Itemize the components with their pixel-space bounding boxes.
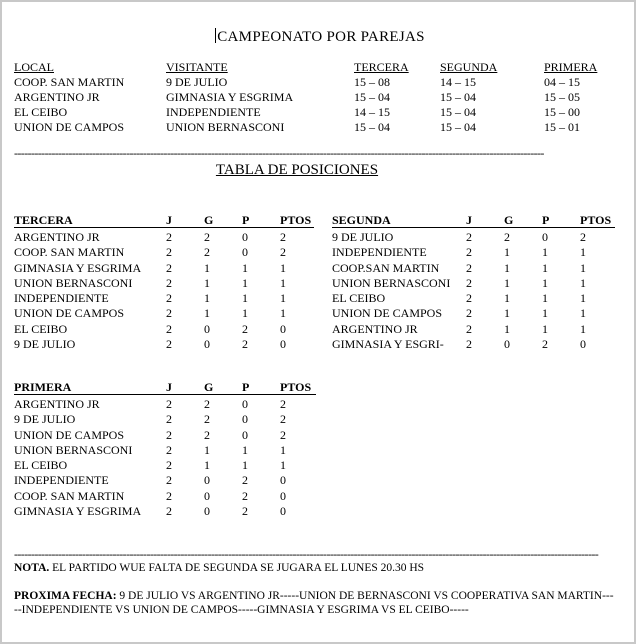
played: 2 <box>166 473 172 488</box>
team-name: 9 DE JULIO <box>14 337 76 352</box>
points: 2 <box>580 230 586 244</box>
won: 1 <box>204 442 210 457</box>
col-pts: PTOS <box>580 213 612 227</box>
table-row <box>14 261 314 276</box>
col-pts: PTOS <box>280 213 312 227</box>
played: 2 <box>466 291 472 306</box>
points: 1 <box>580 245 586 260</box>
table-row <box>14 230 314 245</box>
lost: 1 <box>542 291 548 306</box>
lost: 1 <box>542 260 548 275</box>
team-name: COOP. SAN MARTIN <box>14 488 125 503</box>
header-primera: PRIMERA <box>544 60 598 74</box>
table-row <box>332 276 615 291</box>
table-row <box>14 245 314 260</box>
team-name: COOP. SAN MARTIN <box>14 245 125 260</box>
played: 2 <box>466 306 472 321</box>
title-text: CAMPEONATO POR PAREJAS <box>217 29 425 45</box>
match-visitante: 9 DE JULIO <box>166 75 228 89</box>
points: 0 <box>280 337 286 352</box>
table-row <box>332 306 615 321</box>
team-name: INDEPENDIENTE <box>332 245 427 260</box>
points: 2 <box>280 230 286 244</box>
won: 1 <box>204 291 210 306</box>
table-row <box>14 322 314 337</box>
match-tercera: 14 – 15 <box>354 105 390 119</box>
team-name: COOP.SAN MARTIN <box>332 260 440 275</box>
match-tercera: 15 – 04 <box>354 120 390 134</box>
played: 2 <box>166 321 172 336</box>
points: 0 <box>280 321 286 336</box>
table-row <box>14 412 316 427</box>
team-name: GIMNASIA Y ESGRIMA <box>14 260 142 275</box>
won: 1 <box>204 275 210 290</box>
col-g: G <box>504 213 514 227</box>
standings-primera <box>14 380 316 519</box>
points: 1 <box>280 458 286 473</box>
lost: 2 <box>242 473 248 488</box>
won: 1 <box>504 291 510 306</box>
dashed-separator: ------------------------------------------------------------------------------------------------------------------------------------------------------------ <box>14 147 544 159</box>
table-row <box>332 322 615 337</box>
won: 1 <box>504 275 510 290</box>
match-segunda: 15 – 04 <box>440 90 476 104</box>
division-label: SEGUNDA <box>332 213 391 227</box>
standings-header-row <box>332 213 615 228</box>
played: 2 <box>166 291 172 306</box>
played: 2 <box>466 337 472 352</box>
played: 2 <box>166 412 172 427</box>
won: 1 <box>204 306 210 321</box>
match-local: COOP. SAN MARTIN <box>14 75 125 89</box>
match-tercera: 15 – 04 <box>354 90 390 104</box>
won: 0 <box>204 488 210 503</box>
points: 1 <box>280 291 286 306</box>
played: 2 <box>466 321 472 336</box>
points: 1 <box>280 260 286 275</box>
played: 2 <box>466 275 472 290</box>
dashed-separator-bottom: ---------------------------------------------------------------------------------------------------------------------------------------------------------------------------- <box>14 548 599 560</box>
match-primera: 04 – 15 <box>544 75 580 89</box>
match-local: EL CEIBO <box>14 105 68 119</box>
points: 1 <box>580 321 586 336</box>
won: 1 <box>204 260 210 275</box>
team-name: INDEPENDIENTE <box>14 473 109 488</box>
match-primera: 15 – 05 <box>544 90 580 104</box>
team-name: EL CEIBO <box>14 321 68 336</box>
match-tercera: 15 – 08 <box>354 75 390 89</box>
won: 2 <box>504 230 510 244</box>
match-segunda: 15 – 04 <box>440 105 476 119</box>
team-name: UNION DE CAMPOS <box>332 306 443 321</box>
lost: 2 <box>242 488 248 503</box>
division-label: TERCERA <box>14 213 73 227</box>
played: 2 <box>166 306 172 321</box>
standings-title: TABLA DE POSICIONES <box>215 162 379 178</box>
table-row <box>14 458 316 473</box>
lost: 0 <box>242 412 248 427</box>
col-pts: PTOS <box>280 380 312 394</box>
team-name: UNION BERNASCONI <box>14 275 133 290</box>
won: 2 <box>204 427 210 442</box>
lost: 1 <box>542 245 548 260</box>
match-visitante: GIMNASIA Y ESGRIMA <box>166 90 294 104</box>
points: 1 <box>280 442 286 457</box>
played: 2 <box>166 458 172 473</box>
table-row <box>14 397 316 412</box>
points: 0 <box>580 337 586 352</box>
played: 2 <box>166 504 172 519</box>
table-row <box>14 473 316 488</box>
standings-tercera <box>14 213 314 352</box>
won: 1 <box>504 321 510 336</box>
won: 1 <box>504 306 510 321</box>
table-row <box>14 276 314 291</box>
points: 1 <box>580 275 586 290</box>
team-name: 9 DE JULIO <box>14 412 76 427</box>
lost: 2 <box>542 337 548 352</box>
lost: 1 <box>542 306 548 321</box>
lost: 2 <box>242 337 248 352</box>
lost: 1 <box>242 275 248 290</box>
points: 0 <box>280 473 286 488</box>
next-text: 9 DE JULIO VS ARGENTINO JR-----UNION DE BERNASCONI VS COOPERATIVA SAN MARTIN-----INDEPENDIENTE VS UNION DE CAMPOS-----GIMNASIA Y ESGRIMA VS EL CEIBO----- <box>14 590 614 616</box>
table-row <box>14 306 314 321</box>
header-local: LOCAL <box>14 60 54 74</box>
match-visitante: INDEPENDIENTE <box>166 105 261 119</box>
won: 1 <box>204 458 210 473</box>
table-row <box>14 443 316 458</box>
table-row <box>14 337 314 352</box>
header-visitante: VISITANTE <box>166 60 228 74</box>
lost: 2 <box>242 504 248 519</box>
won: 0 <box>204 321 210 336</box>
points: 1 <box>580 260 586 275</box>
lost: 0 <box>542 230 548 244</box>
note-text: EL PARTIDO WUE FALTA DE SEGUNDA SE JUGARA EL LUNES 20.30 HS <box>49 562 425 574</box>
team-name: UNION DE CAMPOS <box>14 306 125 321</box>
played: 2 <box>166 397 172 411</box>
next-fixture <box>14 589 614 617</box>
lost: 2 <box>242 321 248 336</box>
points: 0 <box>280 488 286 503</box>
header-segunda: SEGUNDA <box>440 60 498 74</box>
won: 2 <box>204 397 210 411</box>
table-row <box>332 230 615 245</box>
lost: 1 <box>242 442 248 457</box>
lost: 1 <box>242 306 248 321</box>
team-name: UNION DE CAMPOS <box>14 427 125 442</box>
played: 2 <box>166 260 172 275</box>
team-name: UNION BERNASCONI <box>332 275 451 290</box>
team-name: GIMNASIA Y ESGRIMA <box>14 504 142 519</box>
team-name: ARGENTINO JR <box>14 230 100 244</box>
standings-header-row <box>14 380 316 395</box>
team-name: UNION BERNASCONI <box>14 442 133 457</box>
header-tercera: TERCERA <box>354 60 409 74</box>
team-name: ARGENTINO JR <box>14 397 100 411</box>
table-row <box>14 428 316 443</box>
lost: 1 <box>542 321 548 336</box>
points: 2 <box>280 427 286 442</box>
played: 2 <box>166 337 172 352</box>
played: 2 <box>466 230 472 244</box>
page-title <box>2 28 636 46</box>
won: 0 <box>204 473 210 488</box>
standings-segunda <box>332 213 615 352</box>
match-primera: 15 – 00 <box>544 105 580 119</box>
team-name: 9 DE JULIO <box>332 230 394 244</box>
team-name: EL CEIBO <box>332 291 386 306</box>
lost: 0 <box>242 230 248 244</box>
table-row <box>332 337 615 352</box>
lost: 0 <box>242 397 248 411</box>
won: 1 <box>504 260 510 275</box>
match-primera: 15 – 01 <box>544 120 580 134</box>
won: 1 <box>504 245 510 260</box>
team-name: INDEPENDIENTE <box>14 291 109 306</box>
table-row <box>332 261 615 276</box>
col-p: P <box>242 213 250 227</box>
points: 2 <box>280 412 286 427</box>
team-name: GIMNASIA Y ESGRI- <box>332 337 444 352</box>
standings-header-row <box>14 213 314 228</box>
team-name: ARGENTINO JR <box>332 321 418 336</box>
match-local: ARGENTINO JR <box>14 90 100 104</box>
played: 2 <box>466 260 472 275</box>
match-visitante: UNION BERNASCONI <box>166 120 285 134</box>
table-row <box>332 245 615 260</box>
points: 1 <box>280 306 286 321</box>
won: 0 <box>504 337 510 352</box>
match-segunda: 15 – 04 <box>440 120 476 134</box>
played: 2 <box>166 488 172 503</box>
points: 1 <box>580 306 586 321</box>
points: 2 <box>280 397 286 411</box>
points: 2 <box>280 245 286 260</box>
won: 0 <box>204 337 210 352</box>
won: 2 <box>204 245 210 260</box>
division-label: PRIMERA <box>14 380 72 394</box>
lost: 1 <box>242 291 248 306</box>
played: 2 <box>166 427 172 442</box>
note-label: NOTA. <box>14 562 50 574</box>
played: 2 <box>166 442 172 457</box>
match-segunda: 14 – 15 <box>440 75 476 89</box>
note <box>14 562 424 574</box>
points: 0 <box>280 504 286 519</box>
points: 1 <box>280 275 286 290</box>
played: 2 <box>166 230 172 244</box>
match-local: UNION DE CAMPOS <box>14 120 125 134</box>
won: 0 <box>204 504 210 519</box>
col-j: J <box>166 213 172 227</box>
lost: 1 <box>542 275 548 290</box>
next-label: PROXIMA FECHA: <box>14 590 117 602</box>
table-row <box>14 489 316 504</box>
table-row <box>14 504 316 519</box>
col-j: J <box>166 380 172 394</box>
col-g: G <box>204 380 214 394</box>
col-g: G <box>204 213 214 227</box>
won: 2 <box>204 230 210 244</box>
lost: 1 <box>242 260 248 275</box>
points: 1 <box>580 291 586 306</box>
won: 2 <box>204 412 210 427</box>
table-row <box>14 291 314 306</box>
col-p: P <box>242 380 250 394</box>
team-name: EL CEIBO <box>14 458 68 473</box>
played: 2 <box>466 245 472 260</box>
col-j: J <box>466 213 472 227</box>
table-row <box>332 291 615 306</box>
lost: 0 <box>242 245 248 260</box>
played: 2 <box>166 245 172 260</box>
col-p: P <box>542 213 550 227</box>
lost: 1 <box>242 458 248 473</box>
played: 2 <box>166 275 172 290</box>
lost: 0 <box>242 427 248 442</box>
